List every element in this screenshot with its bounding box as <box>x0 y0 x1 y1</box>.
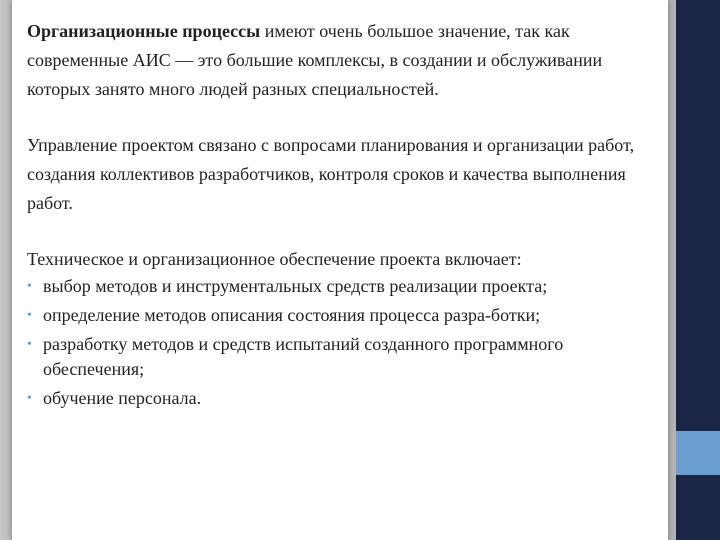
paragraph-body: имеют очень большое значение, так как современные АИС — это большие комплексы, в создании и обслуживании которых занято много людей разных специальностей. <box>27 21 603 99</box>
list-item <box>27 274 659 299</box>
side-accent-square <box>676 431 720 475</box>
bullet-icon: • <box>27 391 32 406</box>
slide-content <box>27 17 659 415</box>
bullet-icon: • <box>27 308 32 323</box>
paragraph-project-management: Управление проектом связано с вопросами планирования и организации работ, создания коллективов разработчиков, контроля сроков и качества выполнения работ. <box>27 135 635 213</box>
list-item-text: определение методов описания состояния процесса разра-ботки; <box>43 305 541 325</box>
list-item <box>27 303 659 328</box>
list-item-text: разработку методов и средств испытаний созданного программного обеспечения; <box>43 334 564 379</box>
list-item <box>27 386 659 411</box>
bullet-icon: • <box>27 337 32 352</box>
paragraph-bold-term: Организационные процессы <box>27 21 261 41</box>
list-item-text: выбор методов и инструментальных средств реализации проекта; <box>43 276 548 296</box>
bullet-list <box>27 274 659 411</box>
bullet-icon: • <box>27 279 32 294</box>
paragraph-organizational-processes <box>27 17 659 104</box>
list-item-text: обучение персонала. <box>43 388 202 408</box>
list-item <box>27 332 659 382</box>
list-intro: Техническое и организационное обеспечение проекта включает: <box>27 249 522 269</box>
